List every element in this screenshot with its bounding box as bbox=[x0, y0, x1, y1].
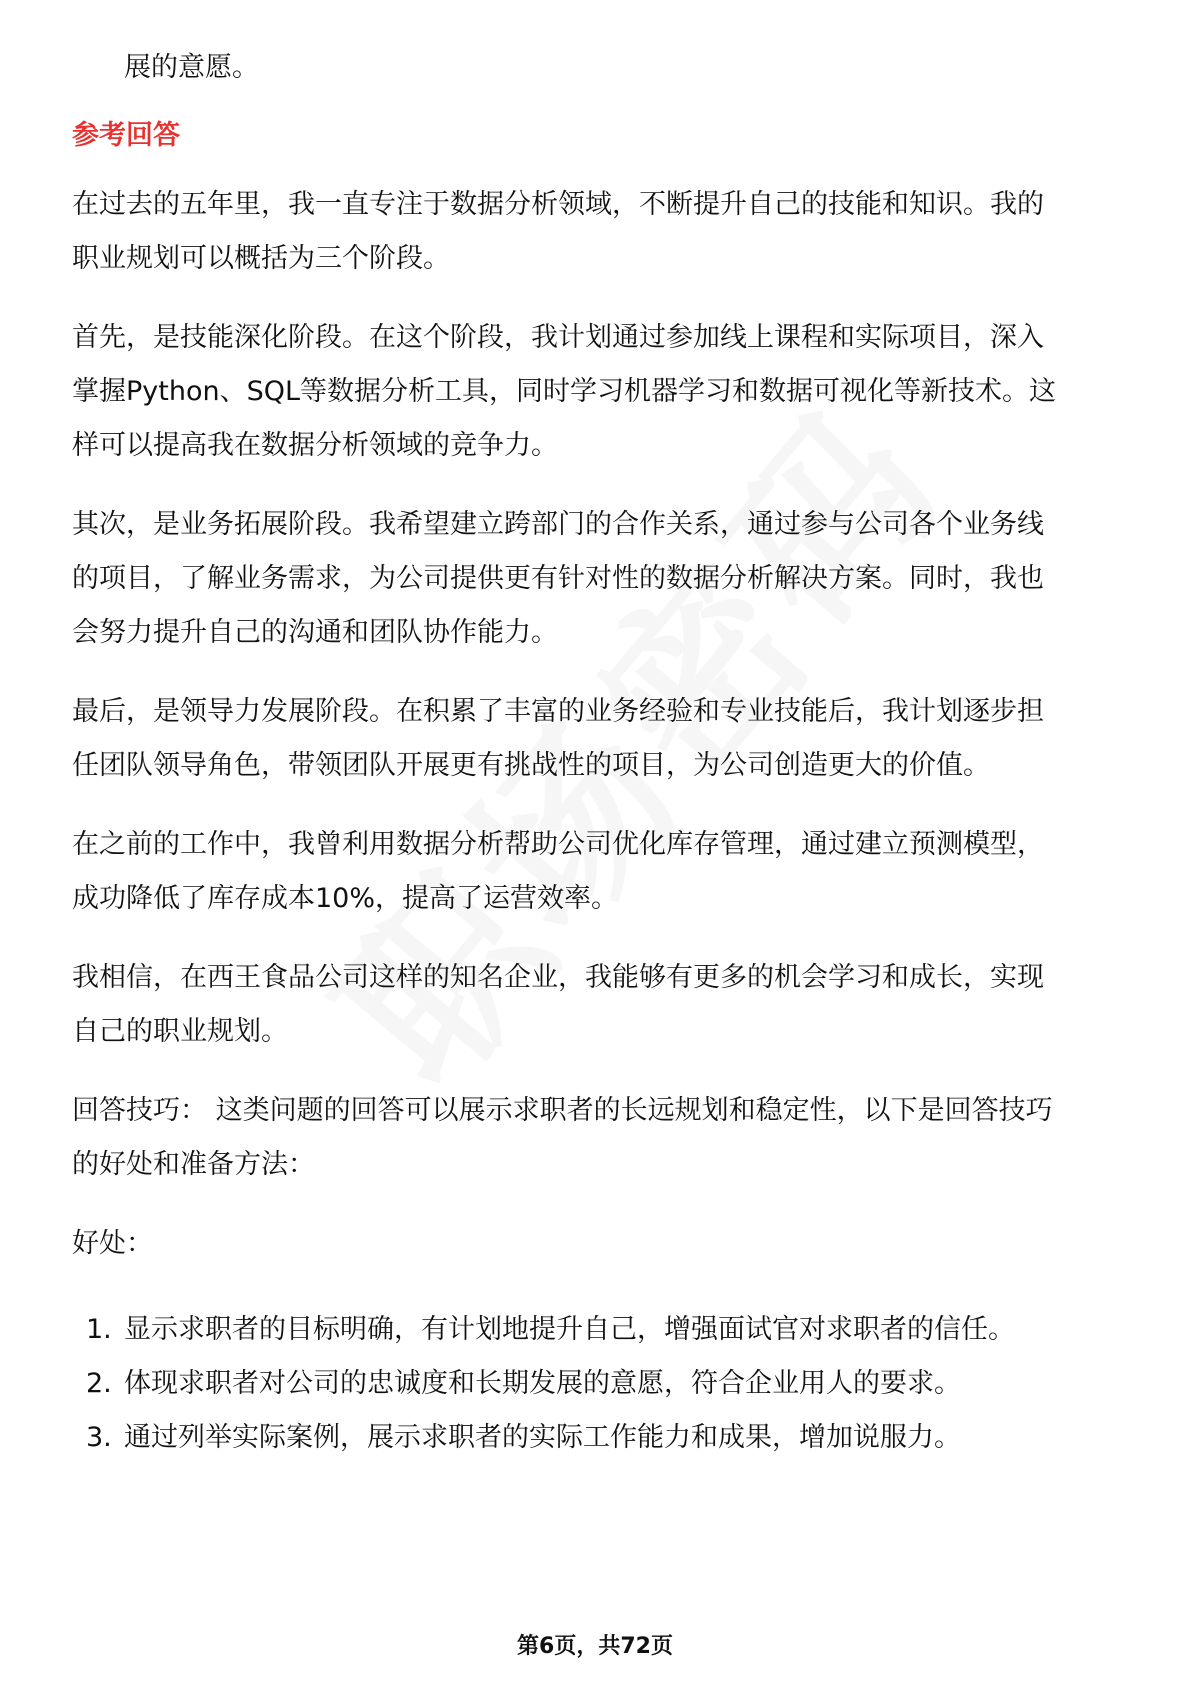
paragraph-line: 任团队领导角色，带领团队开展更有挑战性的项目，为公司创造更大的价值。 bbox=[72, 750, 990, 781]
list-item bbox=[86, 1366, 961, 1402]
paragraph-line: 样可以提高我在数据分析领域的竞争力。 bbox=[72, 430, 558, 461]
list-number: 3. bbox=[86, 1422, 112, 1453]
paragraph-line: 我相信，在西王食品公司这样的知名企业，我能够有更多的机会学习和成长，实现 bbox=[72, 962, 1044, 993]
paragraph-line: 成功降低了库存成本10%，提高了运营效率。 bbox=[72, 883, 619, 914]
list-text: 显示求职者的目标明确，有计划地提升自己，增强面试官对求职者的信任。 bbox=[124, 1314, 1015, 1345]
paragraph-line: 职业规划可以概括为三个阶段。 bbox=[72, 243, 450, 274]
paragraph-line: 在过去的五年里，我一直专注于数据分析领域，不断提升自己的技能和知识。我的 bbox=[72, 189, 1044, 220]
paragraph-line: 自己的职业规划。 bbox=[72, 1016, 288, 1047]
list-text: 通过列举实际案例，展示求职者的实际工作能力和成果，增加说服力。 bbox=[124, 1422, 961, 1453]
paragraph-line: 的好处和准备方法： bbox=[72, 1149, 315, 1180]
section-heading: 参考回答 bbox=[72, 120, 180, 151]
list-text: 体现求职者对公司的忠诚度和长期发展的意愿，符合企业用人的要求。 bbox=[124, 1368, 961, 1399]
intro-tail: 展的意愿。 bbox=[124, 52, 259, 83]
list-item bbox=[86, 1312, 1015, 1348]
list-item bbox=[86, 1420, 961, 1456]
paragraph-line: 最后，是领导力发展阶段。在积累了丰富的业务经验和专业技能后，我计划逐步担 bbox=[72, 696, 1044, 727]
list-number: 2. bbox=[86, 1368, 112, 1399]
paragraph-line: 在之前的工作中，我曾利用数据分析帮助公司优化库存管理，通过建立预测模型， bbox=[72, 829, 1044, 860]
paragraph-line: 会努力提升自己的沟通和团队协作能力。 bbox=[72, 617, 558, 648]
benefits-label: 好处： bbox=[72, 1228, 153, 1259]
paragraph-line: 的项目，了解业务需求，为公司提供更有针对性的数据分析解决方案。同时，我也 bbox=[72, 563, 1044, 594]
paragraph-line: 掌握Python、SQL等数据分析工具，同时学习机器学习和数据可视化等新技术。这 bbox=[72, 376, 1057, 407]
paragraph-line: 回答技巧： 这类问题的回答可以展示求职者的长远规划和稳定性，以下是回答技巧 bbox=[72, 1095, 1053, 1126]
list-number: 1. bbox=[86, 1314, 112, 1345]
paragraph-line: 首先，是技能深化阶段。在这个阶段，我计划通过参加线上课程和实际项目，深入 bbox=[72, 322, 1044, 353]
page-footer: 第6页，共72页 bbox=[517, 1634, 673, 1659]
paragraph-line: 其次，是业务拓展阶段。我希望建立跨部门的合作关系，通过参与公司各个业务线 bbox=[72, 509, 1044, 540]
